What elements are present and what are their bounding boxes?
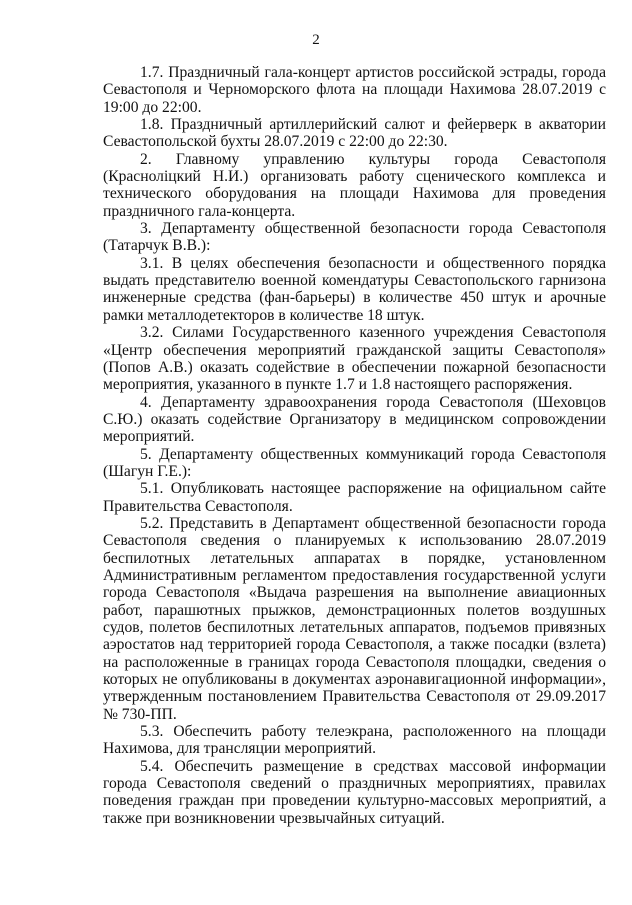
page-number: 2 [312, 32, 320, 48]
paragraph-3: 3. Департаменту общественной безопасности города Севастополя (Татарчук В.В.): [103, 220, 606, 255]
paragraph-5-1: 5.1. Опубликовать настоящее распоряжение на официальном сайте Правительства Севастополя. [103, 480, 606, 515]
paragraph-5-2: 5.2. Представить в Департамент общественной безопасности города Севастополя сведения о планируемых к использованию 28.07.2019 беспилотных летательных аппаратах в порядке, установленном Административным регламентом предоставления государственной услуги города Севастополя «Выдача разрешения на выполнение авиационных работ, парашютных прыжков, демонстрационных полетов воздушных судов, полетов беспилотных летательных аппаратов, подъемов привязных аэростатов над территорией города Севастополя, а также посадки (взлета) на расположенные в границах города Севастополя площадки, сведения о которых не опубликованы в документах аэронавигационной информации», утвержденным постановлением Правительства Севастополя от 29.09.2017 № 730-ПП. [103, 514, 606, 723]
paragraph-5: 5. Департаменту общественных коммуникаций города Севастополя (Шагун Г.Е.): [103, 445, 606, 480]
paragraph-1-8: 1.8. Праздничный артиллерийский салют и фейерверк в акватории Севастопольской бухты 28.07.2019 с 22:00 до 22:30. [103, 116, 606, 151]
paragraph-2: 2. Главному управлению культуры города Севастополя (Красноліцкий Н.И.) организовать работу сценического комплекса и технического оборудования на площади Нахимова для проведения праздничного гала-концерта. [103, 150, 606, 220]
document-body [103, 64, 606, 827]
paragraph-3-2: 3.2. Силами Государственного казенного учреждения Севастополя «Центр обеспечения мероприятий гражданской защиты Севастополя» (Попов А.В.) оказать содействие в обеспечении пожарной безопасности мероприятия, указанного в пункте 1.7 и 1.8 настоящего распоряжения. [103, 324, 606, 394]
paragraph-3-1: 3.1. В целях обеспечения безопасности и общественного порядка выдать представителю военной комендатуры Севастопольского гарнизона инженерные средства (фан-барьеры) в количестве 450 штук и арочные рамки металлодетекторов в количестве 18 штук. [103, 254, 606, 324]
paragraph-5-4: 5.4. Обеспечить размещение в средствах массовой информации города Севастополя сведений о праздничных мероприятиях, правилах поведения граждан при проведении культурно-массовых мероприятий, а также при возникновении чрезвычайных ситуаций. [103, 757, 606, 827]
paragraph-1-7: 1.7. Праздничный гала-концерт артистов российской эстрады, города Севастополя и Черноморского флота на площади Нахимова 28.07.2019 с 19:00 до 22:00. [103, 64, 606, 116]
paragraph-5-3: 5.3. Обеспечить работу телеэкрана, расположенного на площади Нахимова, для трансляции мероприятий. [103, 723, 606, 758]
paragraph-4: 4. Департаменту здравоохранения города Севастополя (Шеховцов С.Ю.) оказать содействие Организатору в медицинском сопровождении мероприятий. [103, 393, 606, 446]
